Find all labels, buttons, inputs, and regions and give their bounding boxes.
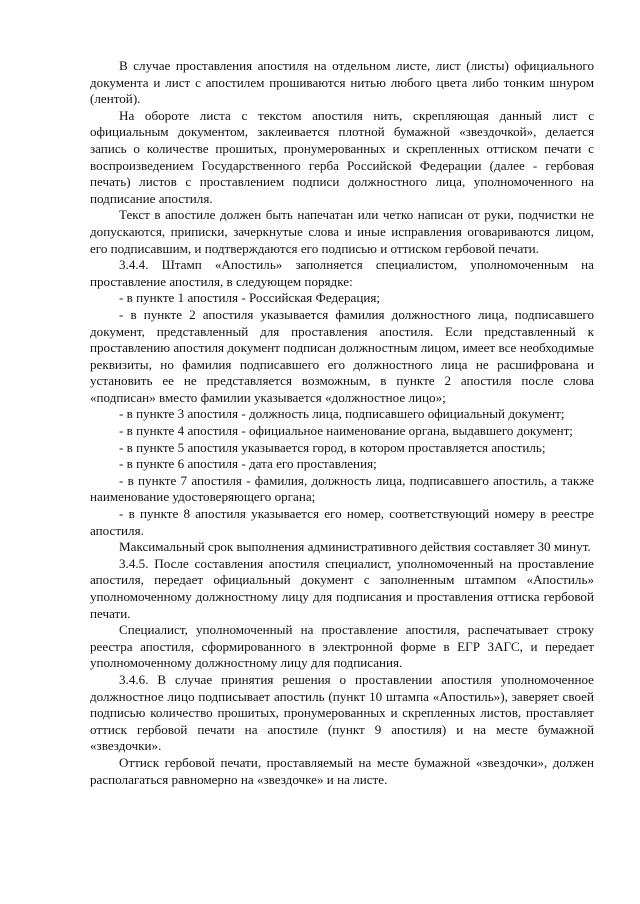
paragraph-section-3-4-4: 3.4.4. Штамп «Апостиль» заполняется специалистом, уполномоченным на проставление апостиля, в следующем порядке: [90,257,594,289]
paragraph-reverse-side-sealing: На обороте листа с текстом апостиля нить, скрепляющая данный лист с официальным документом, заклеивается плотной бумажной «звездочкой», делается запись о количестве прошитых, пронумерованных и скрепленных оттиском печати с воспроизведением Государственного герба Российской Федерации (далее - гербовая печать) листов с проставлением подписи должностного лица, уполномоченного на подписание апостиля. [90,107,594,206]
paragraph-section-3-4-6: 3.4.6. В случае принятия решения о проставлении апостиля уполномоченное должностное лицо подписывает апостиль (пункт 10 штампа «Апостиль»), заверяет своей подписью количество прошитых, пронумерованных и скрепленных листов, проставляет оттиск гербовой печати на апостиле (пункт 9 апостиля) и на месте бумажной «звездочки». [90,671,594,754]
list-item-point-7: - в пункте 7 апостиля - фамилия, должность лица, подписавшего апостиль, а также наименование удостоверяющего органа; [90,472,594,505]
list-item-point-6: - в пункте 6 апостиля - дата его проставления; [119,456,377,472]
list-item-point-1: - в пункте 1 апостиля - Российская Федерация; [119,290,381,306]
paragraph-section-3-4-5: 3.4.5. После составления апостиля специалист, уполномоченный на проставление апостиля, передает официальный документ с заполненным штампом «Апостиль» уполномоченному должностному лицу для подписания и проставления оттиска гербовой печати. [90,555,594,621]
paragraph-apostille-separate-sheet: В случае проставления апостиля на отдельном листе, лист (листы) официального документа и лист с апостилем прошиваются нитью любого цвета либо тонким шнуром (лентой). [90,58,594,107]
list-item-point-8: - в пункте 8 апостиля указывается его номер, соответствующий номеру в реестре апостиля. [90,506,594,538]
paragraph-max-duration: Максимальный срок выполнения административного действия составляет 30 минут. [119,539,591,555]
document-body [90,58,594,788]
list-item-point-4: - в пункте 4 апостиля - официальное наименование органа, выдавшего документ; [119,423,573,439]
list-item-point-3: - в пункте 3 апостиля - должность лица, подписавшего официальный документ; [119,406,565,422]
paragraph-registry-printout: Специалист, уполномоченный на проставление апостиля, распечатывает строку реестра апостиля, сформированного в электронной форме в ЕГР ЗАГС, и передает уполномоченному должностному лицу для подписания. [90,622,594,671]
list-item-point-5: - в пункте 5 апостиля указывается город, в котором проставляется апостиль; [119,439,546,455]
list-item-point-2: - в пункте 2 апостиля указывается фамилия должностного лица, подписавшего документ, представленный для проставления апостиля. Если представленный к проставлению апостиля документ подписан должностным лицом, имеет все необходимые реквизиты, но фамилия подписавшего его должностного лица не расшифрована и установить ее не представляется возможным, в пункте 2 апостиля после слова «подписан» вместо фамилии указывается «должностное лицо»; [90,306,594,405]
paragraph-seal-placement: Оттиск гербовой печати, проставляемый на месте бумажной «звездочки», должен располагаться равномерно на «звездочке» и на листе. [90,754,594,787]
paragraph-text-requirements: Текст в апостиле должен быть напечатан или четко написан от руки, подчистки не допускаются, приписки, зачеркнутые слова и иные исправления оговариваются лицом, его подписавшим, и подтверждаются его подписью и оттиском гербовой печати. [90,207,594,256]
